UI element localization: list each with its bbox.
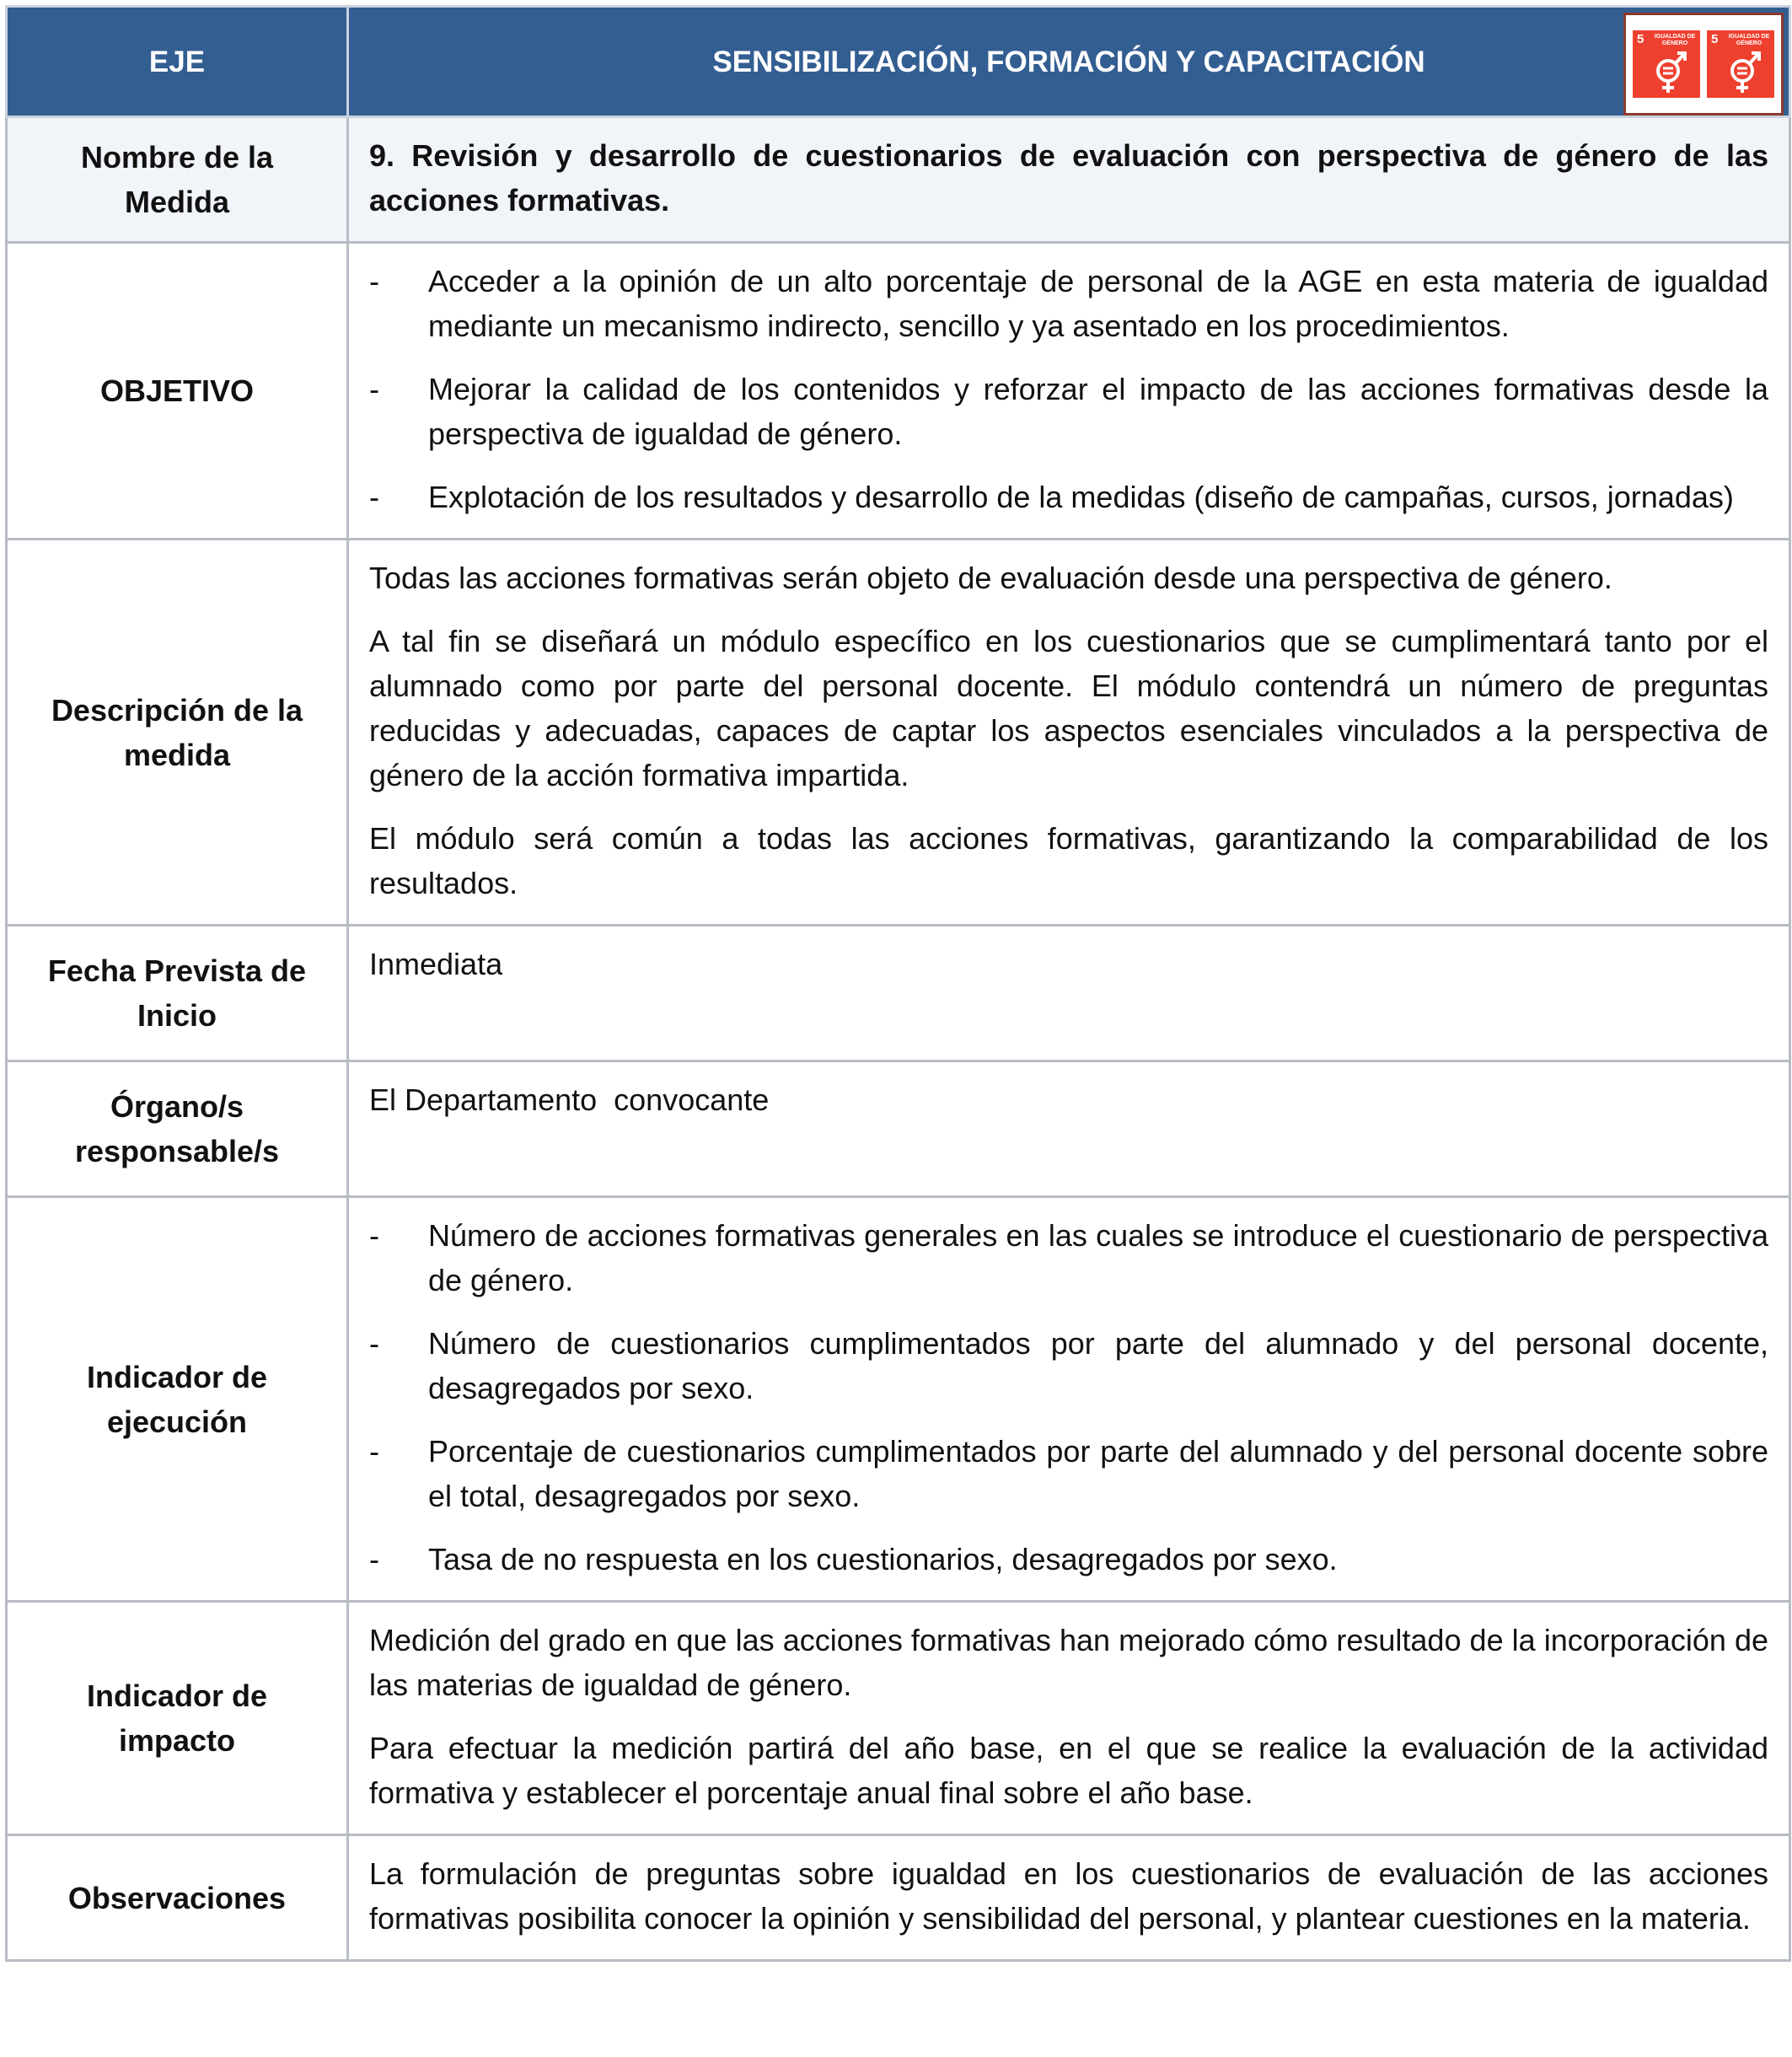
- paragraph: El módulo será común a todas las acciones formativas, garantizando la comparabilidad de los resultados.: [369, 821, 1768, 900]
- objetivo-content: [348, 243, 1790, 540]
- sdg-text: IGUALDAD DE GÉNERO: [1654, 34, 1696, 46]
- sdg-number: 5: [1711, 32, 1719, 46]
- row-organo: [7, 1061, 1790, 1197]
- gender-equality-icon: [1725, 49, 1762, 94]
- gender-equality-icon: [1651, 49, 1688, 94]
- list-item: - Mejorar la calidad de los contenidos y reforzar el impacto de las acciones formativas desde la perspectiva de igualdad de género.: [369, 367, 1768, 456]
- sdg5-badge: [1633, 30, 1700, 98]
- row-ejecucion: [7, 1197, 1790, 1602]
- paragraph: Medición del grado en que las acciones formativas han mejorado cómo resultado de la incorporación de las materias de igualdad de género.: [369, 1623, 1768, 1702]
- list-item: - Porcentaje de cuestionarios cumplimentados por parte del alumnado y del personal docente sobre el total, desagregados por sexo.: [369, 1429, 1768, 1518]
- sdg5-badge: [1707, 30, 1774, 98]
- sdg-text: IGUALDAD DE GÉNERO: [1728, 34, 1770, 46]
- ejecucion-label: Indicador de ejecución: [7, 1197, 348, 1602]
- row-observaciones: [7, 1835, 1790, 1961]
- list-item: - Número de acciones formativas generales en las cuales se introduce el cuestionario de perspectiva de género.: [369, 1213, 1768, 1302]
- organo-value: El Departamento convocante: [348, 1061, 1790, 1197]
- section-header-cell: [348, 7, 1790, 117]
- descripcion-label: Descripción de la medida: [7, 540, 348, 926]
- section-title: SENSIBILIZACIÓN, FORMACIÓN Y CAPACITACIÓN: [712, 45, 1425, 78]
- fecha-label: Fecha Prevista de Inicio: [7, 926, 348, 1061]
- list-item: - Acceder a la opinión de un alto porcentaje de personal de la AGE en esta materia de igualdad mediante un mecanismo indirecto, sencillo y ya asentado en los procedimientos.: [369, 259, 1768, 348]
- measure-sheet: [5, 5, 1789, 1962]
- row-fecha: [7, 926, 1790, 1061]
- measure-table: [5, 5, 1791, 1962]
- objetivo-label: OBJETIVO: [7, 243, 348, 540]
- nombre-label: Nombre de la Medida: [7, 117, 348, 243]
- list-item: - Tasa de no respuesta en los cuestionarios, desagregados por sexo.: [369, 1537, 1768, 1582]
- observaciones-label: Observaciones: [7, 1835, 348, 1961]
- paragraph: Para efectuar la medición partirá del año base, en el que se realice la evaluación de la actividad formativa y establecer el porcentaje anual final sobre el año base.: [369, 1731, 1768, 1810]
- impacto-label: Indicador de impacto: [7, 1602, 348, 1835]
- eje-label: EJE: [7, 7, 348, 117]
- impacto-content: [348, 1602, 1790, 1835]
- fecha-value: Inmediata: [348, 926, 1790, 1061]
- row-impacto: [7, 1602, 1790, 1835]
- header-row: [7, 7, 1790, 117]
- nombre-value: 9. Revisión y desarrollo de cuestionarios de evaluación con perspectiva de género de las acciones formativas.: [348, 117, 1790, 243]
- sdg-logos: [1623, 13, 1784, 115]
- ejecucion-content: [348, 1197, 1790, 1602]
- row-nombre: [7, 117, 1790, 243]
- descripcion-content: [348, 540, 1790, 926]
- observaciones-content: [348, 1835, 1790, 1961]
- list-item: - Número de cuestionarios cumplimentados por parte del alumnado y del personal docente, desagregados por sexo.: [369, 1321, 1768, 1410]
- ejecucion-list: [369, 1213, 1768, 1582]
- objetivo-list: [369, 259, 1768, 519]
- paragraph: La formulación de preguntas sobre igualdad en los cuestionarios de evaluación de las acciones formativas posibilita conocer la opinión y sensibilidad del personal, y plantear cuestiones en la materia.: [369, 1856, 1768, 1936]
- paragraph: Todas las acciones formativas serán objeto de evaluación desde una perspectiva de género.: [369, 561, 1612, 595]
- row-objetivo: [7, 243, 1790, 540]
- paragraph: A tal fin se diseñará un módulo específico en los cuestionarios que se cumplimentará tanto por el alumnado como por parte del personal docente. El módulo contendrá un número de preguntas reducidas y adecuadas, capaces de captar los aspectos esenciales vinculados a la perspectiva de género de la acción formativa impartida.: [369, 624, 1768, 792]
- row-descripcion: [7, 540, 1790, 926]
- sdg-number: 5: [1637, 32, 1644, 46]
- list-item: - Explotación de los resultados y desarrollo de la medidas (diseño de campañas, cursos, jornadas): [369, 475, 1768, 519]
- organo-label: Órgano/s responsable/s: [7, 1061, 348, 1197]
